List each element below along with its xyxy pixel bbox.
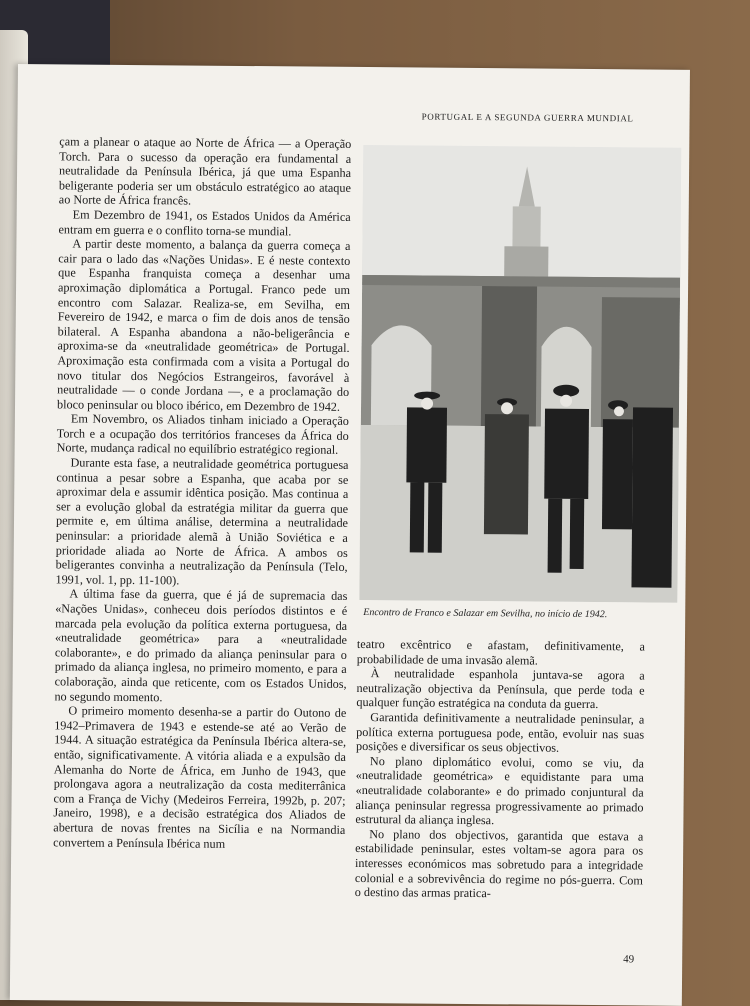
left-text-column: [53, 134, 351, 852]
paragraph: O primeiro momento desenha-se a partir do Outono de 1942–Primavera de 1943 e estende-se até ao Verão de 1944. A situação estratégica da Península Ibérica altera-se, então, significativamente. A vitória aliada e a expulsão da Alemanha do Norte de África, em Junho de 1943, que prolongava agora a neutralização da costa mediterrânica com a França de Vichy (Medeiros Ferreira, 1992b, p. 207; Janeiro, 1998), e a decisão estratégica dos Aliados de abertura de novas frentes na Sicília e na Normandia convertem a Península Ibérica num: [53, 703, 347, 851]
historical-photo: [359, 145, 681, 603]
paragraph: Garantida definitivamente a neutralidade peninsular, a política externa portuguesa pode, então, evoluir nas suas posições e diversificar os seus objectivos.: [355, 710, 645, 755]
paragraph: A última fase da guerra, que é já de supremacia das «Nações Unidas», conheceu dois períodos distintos e é marcada pela evolução da política externa portuguesa, da «neutralidade geométrica» para a «neutralidade colaborante», e do primado da aliança peninsular para o primado da aliança inglesa, no primeiro momento, e para a colaboração, ainda que reticente, com os Estados Unidos, no segundo momento.: [54, 586, 348, 704]
paragraph: teatro excêntrico e afastam, definitivamente, a probabilidade de uma invasão alemã.: [356, 636, 646, 668]
right-text-column: [355, 637, 645, 902]
paragraph: A partir deste momento, a balança da guerra começa a cair para o lado das «Nações Unidas». E é neste contexto que Espanha franquista começa a desenhar uma aproximação diplomática a Portugal. Franco pede um encontro com Salazar. Realiza-se, em Sevilha, em Fevereiro de 1942, e marca o fim de dois anos de tensão bilateral. A Espanha abandona a não-beligerância e aproxima-se da «neutralidade geométrica» de Portugal. Aproximação esta confirmada com a visita a Portugal do novo titular dos Negócios Estrangeiros, favorável à neutralidade — o conde Jordana —, e a proclamação do bloco peninsular ou bloco ibérico, em Dezembro de 1942.: [56, 236, 351, 414]
paragraph: No plano diplomático evolui, como se viu, da «neutralidade geométrica» e equidistante para uma «neutralidade colaborante» e do primado conjuntural da aliança peninsular regressa progressivamente ao primado estrutural da aliança inglesa.: [355, 753, 644, 828]
photo-caption: Encontro de Franco e Salazar em Sevilha, no início de 1942.: [363, 607, 608, 621]
paragraph: Em Novembro, os Aliados tinham iniciado a Operação Torch e a ocupação dos territórios franceses da África do Norte, mudança radical no equilíbrio estratégico regional.: [56, 411, 349, 458]
running-head: PORTUGAL E A SEGUNDA GUERRA MUNDIAL: [421, 111, 634, 124]
paragraph: Durante esta fase, a neutralidade geométrica portuguesa continua a pesar sobre a Espanha, que acaba por se aproximar dela e assumir idêntica posição. Mas continua a ser a evolução global da estratégia militar da guerra que permite e, em última análise, determina a neutralidade peninsular: a prioridade alemã à União Soviética e a prioridade aliada ao Norte de África. A ambos os beligerantes convinha a neutralização da Península (Telo, 1991, vol. 1, pp. 11-100).: [55, 455, 349, 588]
paragraph: No plano dos objectivos, garantida que estava a estabilidade peninsular, estes voltam-se agora para os interesses económicos mas sobretudo para a integridade colonial e a sobrevivência do regime no pós-guerra. Com o destino das armas pratica-: [354, 826, 644, 901]
paragraph: çam a planear o ataque ao Norte de África — a Operação Torch. Para o sucesso da operação era fundamental a neutralidade da Península Ibérica, já que uma Espanha beligerante poderia ser um obstáculo estratégico ao ataque ao Norte de África francês.: [58, 134, 352, 208]
page-number: 49: [623, 953, 635, 966]
book-page: [10, 64, 690, 1006]
paragraph: Em Dezembro de 1941, os Estados Unidos da América entram em guerra e o conflito torna-se mundial.: [58, 207, 351, 238]
paragraph: À neutralidade espanhola juntava-se agora a neutralização objectiva da Península, que perde toda e qualquer função estratégica na conduta da guerra.: [356, 666, 645, 712]
